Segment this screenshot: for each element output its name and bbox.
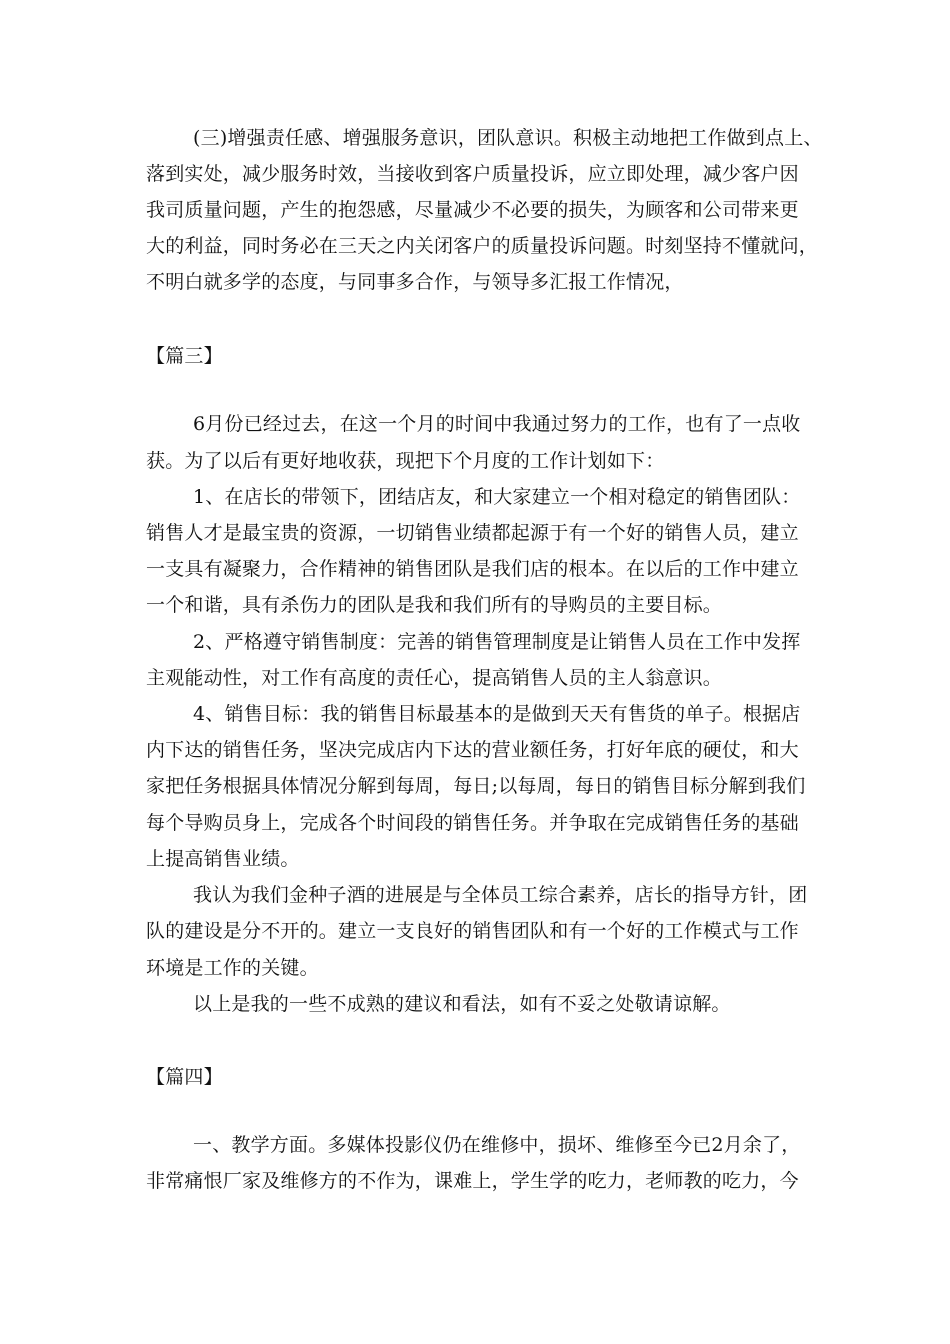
paragraph-line: 环境是工作的关键。	[146, 957, 319, 979]
paragraph-line: 主观能动性，对工作有高度的责任心，提高销售人员的主人翁意识。	[146, 667, 723, 689]
paragraph-line: 一、教学方面。多媒体投影仪仍在维修中，损坏、维修至今已2月余了，	[193, 1134, 801, 1156]
paragraph-line: 每个导购员身上，完成各个时间段的销售任务。并争取在完成销售任务的基础	[146, 812, 799, 834]
paragraph-line: (三)增强责任感、增强服务意识，团队意识。积极主动地把工作做到点上、	[193, 127, 823, 149]
paragraph-line: 一个和谐，具有杀伤力的团队是我和我们所有的导购员的主要目标。	[146, 594, 723, 616]
section-heading: 【篇三】	[146, 345, 223, 367]
paragraph-line: 队的建设是分不开的。建立一支良好的销售团队和有一个好的工作模式与工作	[146, 920, 799, 942]
paragraph-line: 4、销售目标：我的销售目标最基本的是做到天天有售货的单子。根据店	[193, 703, 801, 725]
paragraph-line: 内下达的销售任务，坚决完成店内下达的营业额任务，打好年底的硬仗，和大	[146, 739, 799, 761]
section-heading: 【篇四】	[146, 1066, 223, 1088]
paragraph-line: 以上是我的一些不成熟的建议和看法，如有不妥之处敬请谅解。	[193, 993, 731, 1015]
paragraph-line: 落到实处，减少服务时效，当接收到客户质量投诉，应立即处理，减少客户因	[146, 163, 799, 185]
paragraph-line: 销售人才是最宝贵的资源，一切销售业绩都起源于有一个好的销售人员，建立	[146, 522, 799, 544]
paragraph-line: 1、在店长的带领下，团结店友，和大家建立一个相对稳定的销售团队：	[193, 486, 801, 508]
paragraph-line: 我认为我们金种子酒的进展是与全体员工综合素养，店长的指导方针，团	[193, 884, 808, 906]
paragraph-line: 家把任务根据具体情况分解到每周，每日;以每周，每日的销售目标分解到我们	[146, 775, 806, 797]
paragraph-line: 2、严格遵守销售制度：完善的销售管理制度是让销售人员在工作中发挥	[193, 631, 801, 653]
paragraph-line: 一支具有凝聚力，合作精神的销售团队是我们店的根本。在以后的工作中建立	[146, 558, 799, 580]
paragraph-line: 不明白就多学的态度，与同事多合作，与领导多汇报工作情况，	[146, 271, 684, 293]
paragraph-line: 我司质量问题，产生的抱怨感，尽量减少不必要的损失，为顾客和公司带来更	[146, 199, 799, 221]
paragraph-line: 6月份已经过去，在这一个月的时间中我通过努力的工作，也有了一点收	[193, 413, 801, 435]
paragraph-line: 上提高销售业绩。	[146, 848, 300, 870]
paragraph-line: 大的利益，同时务必在三天之内关闭客户的质量投诉问题。时刻坚持不懂就问，	[146, 235, 819, 257]
paragraph-line: 非常痛恨厂家及维修方的不作为，课难上，学生学的吃力，老师教的吃力，今	[146, 1170, 799, 1192]
paragraph-line: 获。为了以后有更好地收获，现把下个月度的工作计划如下：	[146, 450, 665, 472]
